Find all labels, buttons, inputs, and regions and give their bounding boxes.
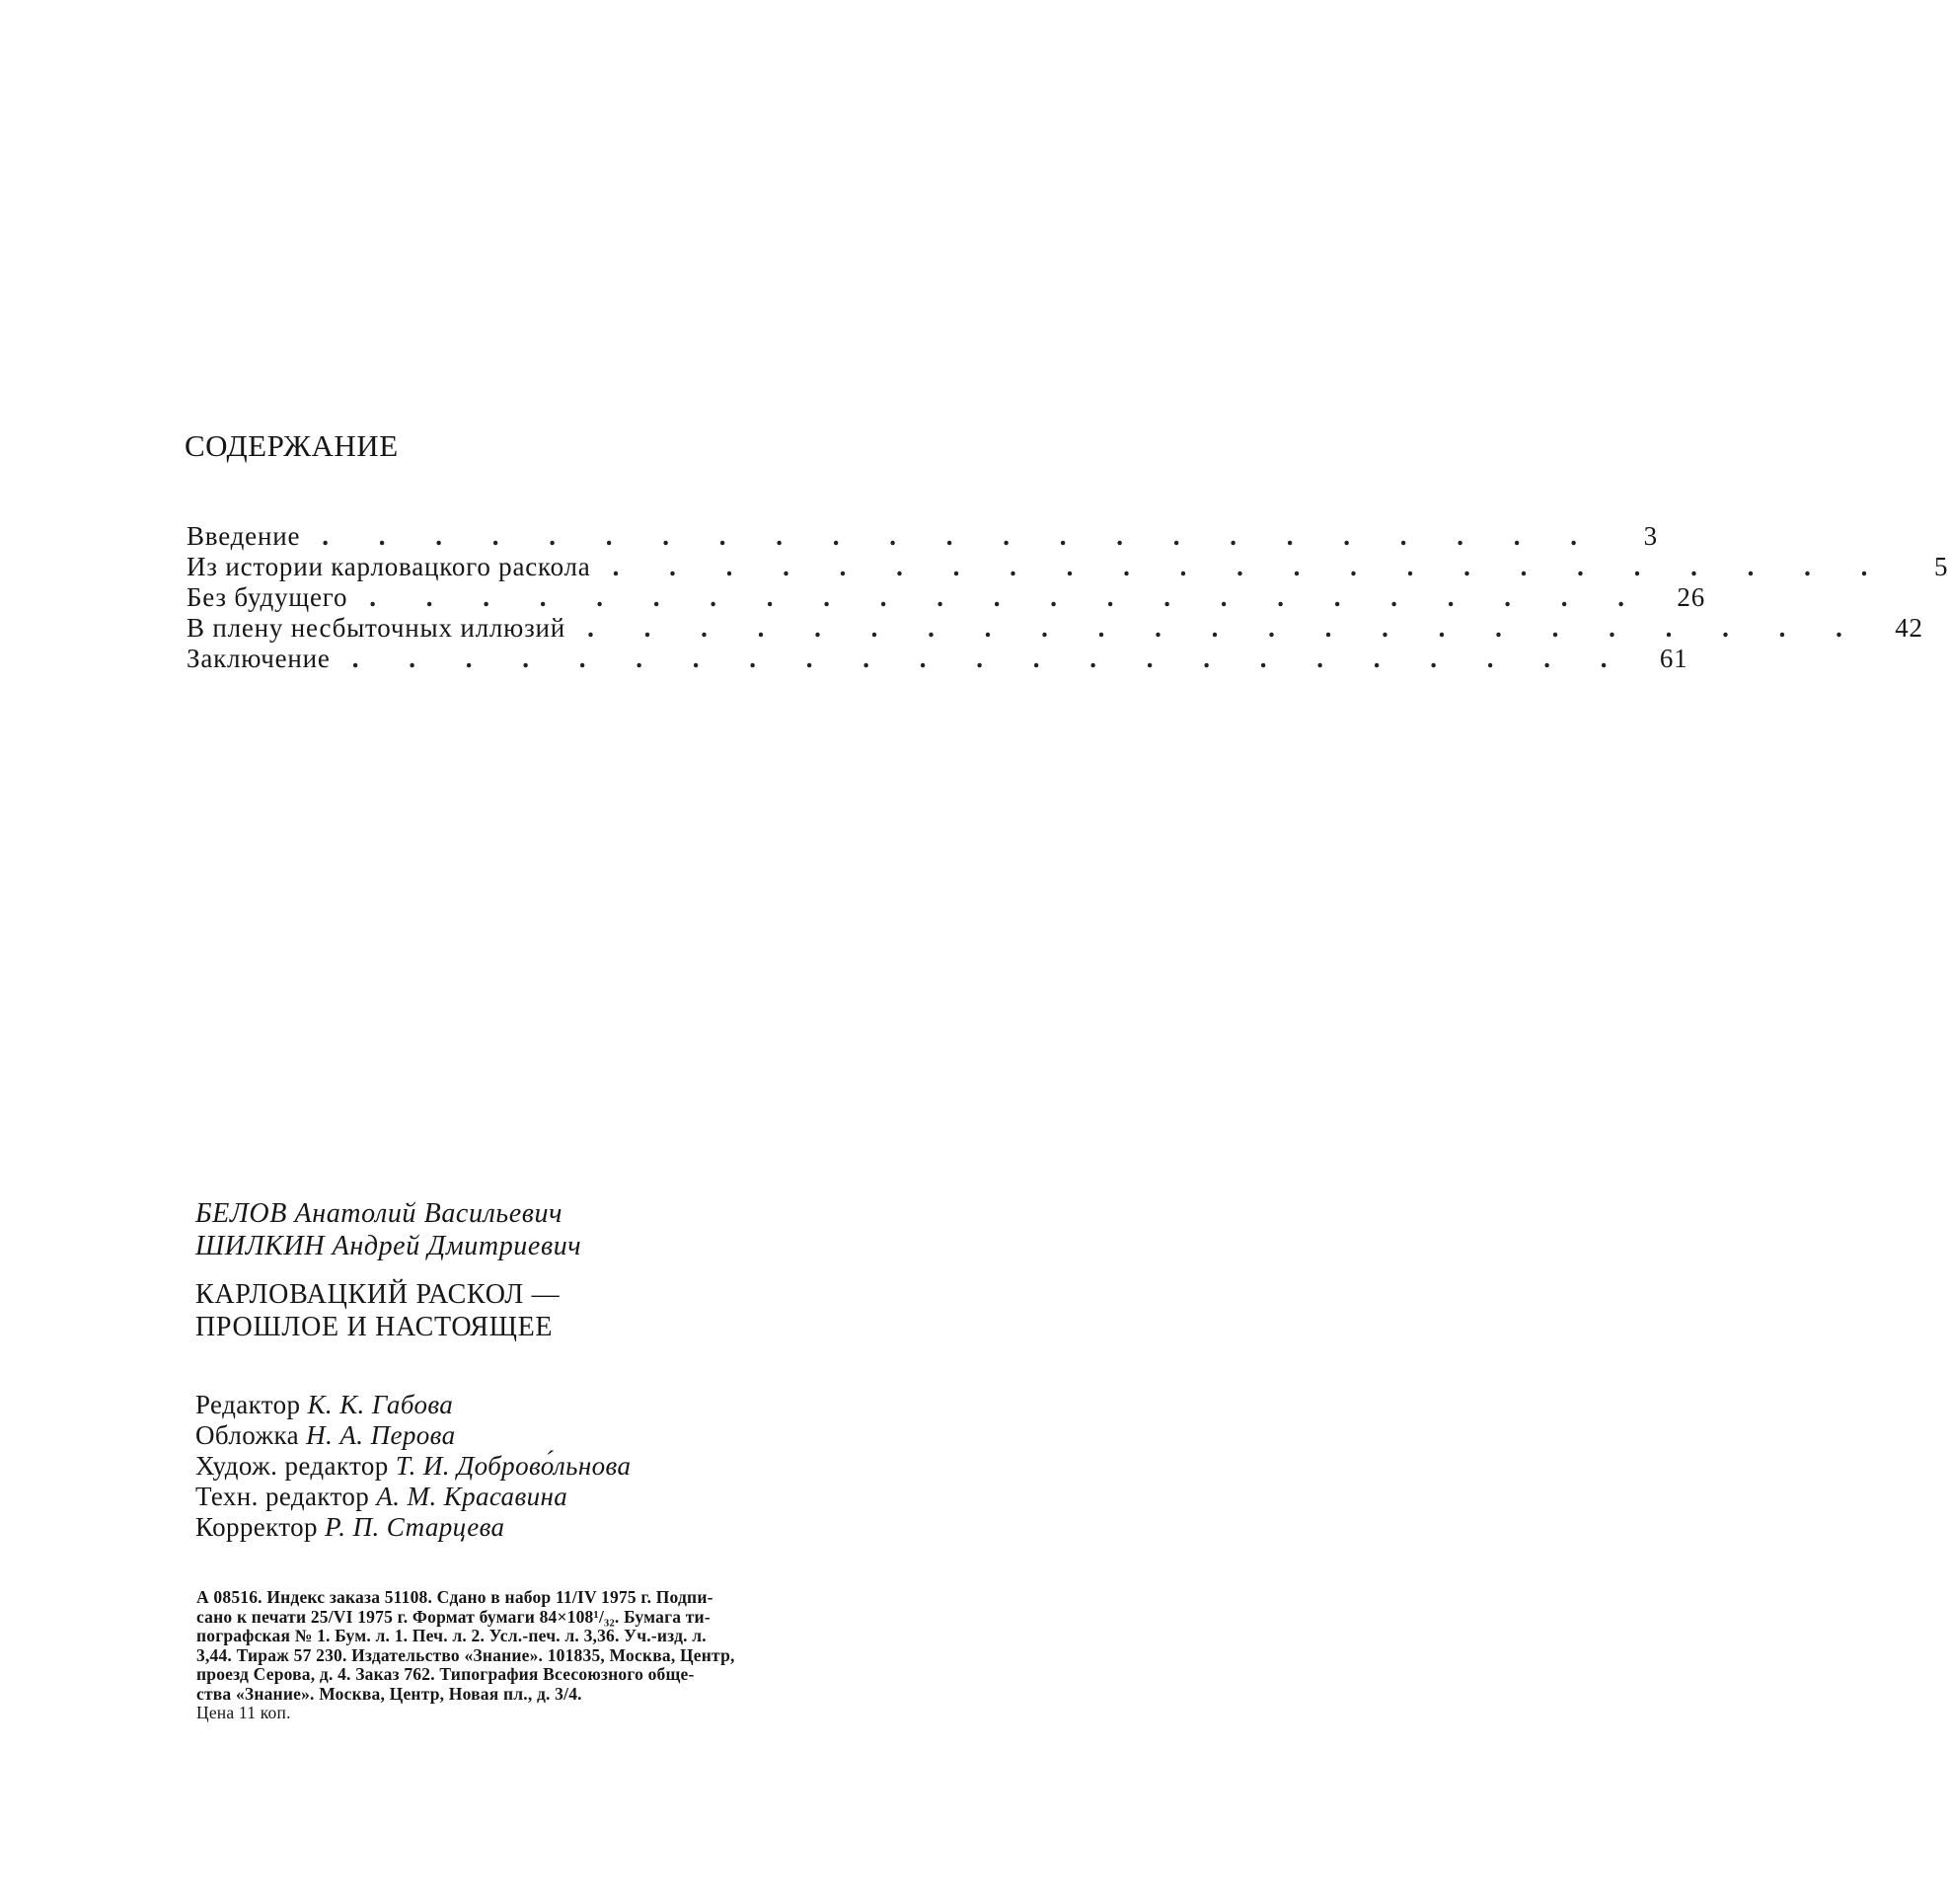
author-name: БЕЛОВ Анатолий Васильевич — [195, 1198, 563, 1229]
toc-entry-page: 5 — [1934, 552, 1948, 581]
book-title — [195, 1279, 560, 1344]
authors-block — [195, 1198, 581, 1263]
toc-entry — [187, 613, 1923, 644]
toc-entry — [187, 582, 1706, 613]
credit-line — [195, 1390, 631, 1420]
book-title-line: КАРЛОВАЦКИЙ РАСКОЛ — — [195, 1279, 561, 1310]
price-label: Цена 11 коп. — [196, 1703, 291, 1722]
credit-role: Техн. редактор — [195, 1482, 370, 1511]
toc-entry-title: В плену несбыточных иллюзий — [187, 613, 566, 643]
credit-role: Корректор — [195, 1512, 318, 1542]
toc-entry-title: Из истории карловацкого раскола — [187, 552, 591, 581]
toc-heading: СОДЕРЖАНИЕ — [185, 428, 399, 463]
imprint-line: А 08516. Индекс заказа 51108. Сдано в набор 11/IV 1975 г. Подпи- — [196, 1587, 713, 1607]
imprint-line: пографская № 1. Бум. л. 1. Печ. л. 2. Усл.-печ. л. 3,36. Уч.-изд. л. — [196, 1626, 707, 1645]
credit-line — [195, 1512, 631, 1543]
toc-entry — [187, 552, 1948, 582]
toc-dot-leader: . . . . . . . . . . . . . . . . . . . . . . . — [587, 613, 1864, 643]
book-title-line: ПРОШЛОЕ И НАСТОЯЩЕЕ — [195, 1312, 554, 1342]
toc-entry — [187, 521, 1658, 552]
credit-person: Т. И. Доброво́льнова — [395, 1451, 632, 1481]
toc-entry-page: 42 — [1895, 613, 1923, 643]
imprint-line: 3,44. Тираж 57 230. Издательство «Знание». 101835, Москва, Центр, — [196, 1644, 735, 1665]
toc-dot-leader: . . . . . . . . . . . . . . . . . . . . . . . — [351, 644, 1629, 673]
credit-person: Н. А. Перова — [306, 1420, 456, 1450]
credit-person: Р. П. Старцева — [325, 1512, 505, 1542]
toc-entry-page: 61 — [1659, 644, 1688, 673]
table-of-contents — [187, 521, 1948, 674]
author-name: ШИЛКИН Андрей Дмитриевич — [195, 1231, 582, 1261]
credit-line — [195, 1451, 631, 1482]
credit-line — [195, 1420, 631, 1451]
credits-block — [195, 1390, 631, 1543]
credit-role: Худож. редактор — [195, 1451, 389, 1481]
toc-entry-page: 26 — [1677, 582, 1706, 612]
toc-entry — [187, 644, 1688, 674]
toc-entry-page: 3 — [1643, 521, 1658, 551]
credit-role: Редактор — [195, 1390, 301, 1419]
credit-person: К. К. Габова — [307, 1390, 454, 1419]
credit-line — [195, 1482, 631, 1512]
imprint-line: проезд Серова, д. 4. Заказ 762. Типография Всесоюзного обще- — [196, 1664, 695, 1684]
toc-entry-title: Введение — [187, 521, 301, 551]
imprint-line: ства «Знание». Москва, Центр, Новая пл., д. 3/4. — [196, 1683, 582, 1704]
toc-entry-title: Без будущего — [187, 582, 348, 612]
imprint-block — [196, 1588, 1011, 1723]
credit-person: А. М. Красавина — [376, 1482, 568, 1511]
imprint-line: сано к печати 25/VI 1975 г. Формат бумаги 84×108¹/₃₂. Бумага ти- — [196, 1606, 711, 1627]
toc-entry-title: Заключение — [187, 644, 331, 673]
toc-dot-leader: . . . . . . . . . . . . . . . . . . . . . . . — [369, 582, 1647, 612]
toc-dot-leader: . . . . . . . . . . . . . . . . . . . . . . . — [322, 521, 1599, 551]
credit-role: Обложка — [195, 1420, 300, 1450]
toc-dot-leader: . . . . . . . . . . . . . . . . . . . . . . . — [612, 552, 1890, 581]
